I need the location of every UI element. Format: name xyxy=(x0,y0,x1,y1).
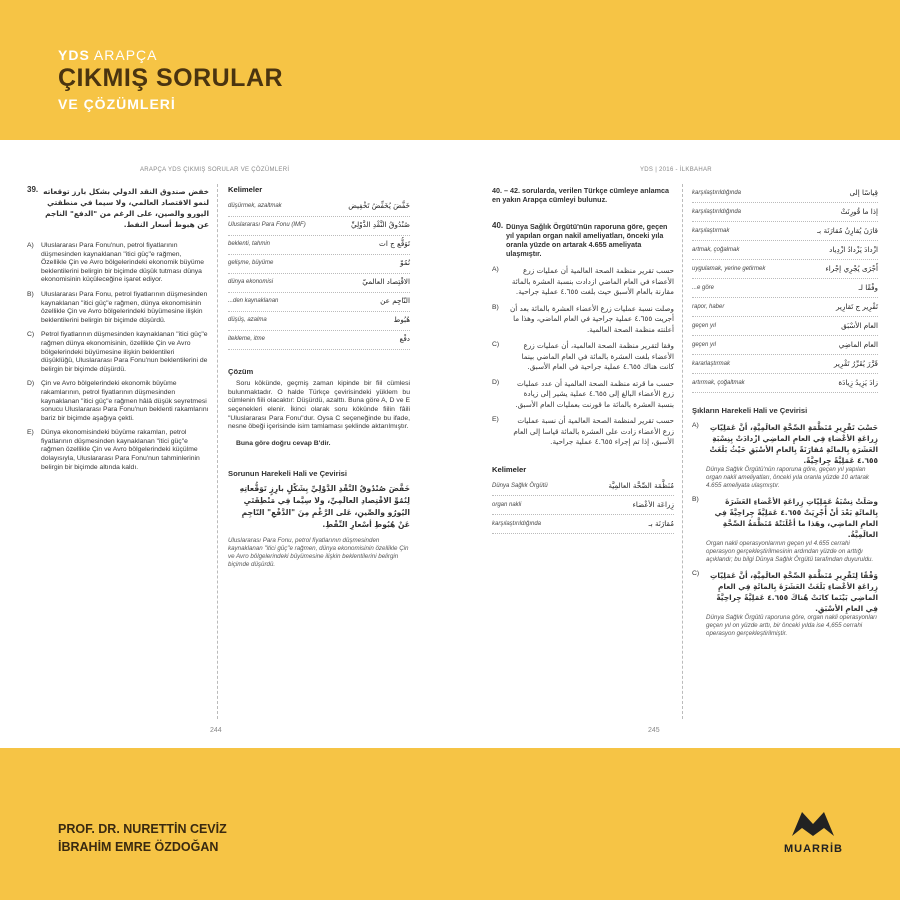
vocab-row xyxy=(492,496,674,515)
option-d xyxy=(492,379,674,411)
question-number: 40. xyxy=(492,221,504,230)
cozum-text: Soru kökünde, geçmiş zaman kipinde bir fiil cümlesi bulunmaktadır. O halde Türkçe çevirisindeki yüklem bu cümlenin fiili olacaktır: Düşürdü, azalttı. Buna göre A, D ve E seçenekleri elenir. İkinci olarak soru kökünde fiilin fâili "Uluslararası Para Fonu"dur. Oysa C seçeneğinde bu ifade, nesne öbeği içerisinde isim tamlaması şeklinde aktarılmıştır. xyxy=(228,380,410,431)
vocab-ar: قارَنَ يُقارِنُ مُقارَنَة بـ xyxy=(817,225,878,235)
vocab-row xyxy=(228,274,410,293)
vocab-tr: Uluslararası Para Fonu (IMF) xyxy=(228,222,306,229)
option-letter: A) xyxy=(27,242,34,249)
option-text: وفقا لتقرير منظمة الصحة العالمية، أن عمليات زرع الأعضاء بلغت العشرة بالمائة في العام الماضي بينما كانت هناك ٤.٦٥٥ عملية جراحية في العام الأسبق. xyxy=(521,341,674,371)
vocab-row xyxy=(692,279,878,298)
instruction-text: 40. – 42. sorularda, verilen Türkçe cümleye anlamca en yakın Arapça cümleyi bulunuz. xyxy=(492,186,669,204)
option-letter: B) xyxy=(692,495,699,503)
vocab-row xyxy=(692,184,878,203)
harekeli-translation: Organ nakli operasyonlarının geçen yıl 4.655 cerrahi operasyon gerçekleştirilmesinin ardından yüzde on arttığı açıklandı; bu bilgi Dünya Sağlık Örgütü tarafından duyuruldu. xyxy=(706,539,874,563)
vocab-row xyxy=(228,236,410,255)
vocab-tr: artırmak, çoğaltmak xyxy=(692,379,745,386)
harekeli-title: Şıkların Harekeli Hali ve Çevirisi xyxy=(692,406,808,415)
harekeli-c xyxy=(692,570,878,638)
vocab-row xyxy=(692,241,878,260)
cover-top-band xyxy=(0,0,900,138)
harekeli-arabic: وَفْقًا لِتَقْرِيرِ مُنَظَّمَةِ الصِّحَّةِ العالَمِيَّةِ، أنَّ عَمَلِيّاتِ زِراعَةِ الأعْضاءِ بَلَغَتْ العَشَرَةَ بِالمائَةِ فِي العامِ الماضِي بَيْنَما كانَتْ هُناكَ ٤.٦٥٥ عَمَلِيَّةً جِراحِيَّةً فِي العامِ الأسْبَقِ. xyxy=(709,570,878,613)
vocab-tr: rapor, haber xyxy=(692,303,725,310)
option-text: Uluslararası Para Fonu, petrol fiyatlarının düşmesinden kaynaklanan "itici güç"e rağmen, dünya ekonomisinin özellikle Çin ve Avro bölgelerindeki büyümesine ilişkin beklentilerini belirgin bir biçimde düşürdü. xyxy=(41,290,208,324)
vocab-tr: geçen yıl xyxy=(692,322,717,329)
harekeli-translation: Dünya Sağlık Örgütü raporuna göre, organ nakli operasyonları geçen yıl on yüzde arttı, bir önceki yılda ise 4,655 cerrahi operasyon gerçekleştirilmiştir. xyxy=(706,613,877,637)
kelimeler-list xyxy=(228,198,410,350)
option-text: وصلت نسبة عمليات زرع الأعضاء العشرة بالمائة بعد أن أجريت ٤.٦٥٥ عملية جراحية في العام الماضي، وهذا ما أعلنته منظمة الصحة العالمية. xyxy=(510,303,674,334)
option-b xyxy=(492,304,674,336)
book-pages xyxy=(0,140,900,748)
vocab-tr: düşürmek, azaltmak xyxy=(228,203,282,210)
vocab-row xyxy=(228,312,410,331)
vocab-row xyxy=(228,331,410,350)
option-text: حسب ما قرته منظمة الصحة العالمية أن عدد عمليات زرع الأعضاء البالغ إلى ٤.٦٥٥ عملية يشير إلى زيادة بنسبة العشرة بالمائة ما قورنت بعمليات العام الأسبق. xyxy=(515,378,674,409)
harekeli-b xyxy=(692,496,878,564)
vocab-ar: خَفَّضَ يُخَفِّضُ تَخْفِيض xyxy=(348,201,410,211)
vocab-row xyxy=(692,260,878,279)
book-subtitle: VE ÇÖZÜMLERİ xyxy=(58,96,176,112)
option-text: حسب تقرير لمنظمة الصحة العالمية أن نسبة عمليات زرع الأعضاء زادت على العشرة بالمائة قياسا إلى العام الأسبق، إذا تم إجراء ٤.٦٥٥ عملية جراحية. xyxy=(513,416,674,446)
vocab-ar: العام الأسْبَق xyxy=(841,320,878,330)
vocab-ar: صُنْدُوقُ النَّقْدِ الدَّوْلِيِّ xyxy=(350,220,410,230)
option-letter: D) xyxy=(27,380,35,388)
option-text: Dünya ekonomisindeki büyüme rakamları, petrol fiyatlarının düşmesinden kaynaklanan "itici güç"e rağmen özellikle Çin ve Avro bölgelerindeki küçülme dolayısıyla, Uluslararası Para Fonu'nun tahminlerinin belirgin bir biçimde altında kaldı. xyxy=(41,429,200,471)
cozum-title: Çözüm xyxy=(228,366,254,376)
harekeli-arabic: خَفَّضَ صُنْدُوقُ النَّقْدِ الدَّوْلِيِّ بِشَكْلٍ بارِزٍ تَوَقُّعاتِهِ لِنُمُوِّ الاقْتِصادِ العالَمِيِّ، ولا سِيَّما فِي مَنْطِقَتَيِ اليُورُو والصِّينِ، عَلى الرَّغْمِ مِنَ "الدَّفْعِ" النّاجِمِ عَنْ هُبُوطِ أسْعارِ النِّفْطِ. xyxy=(239,483,410,529)
vocab-tr: Dünya Sağlık Örgütü xyxy=(492,482,548,489)
vocab-row xyxy=(228,293,410,312)
column-divider xyxy=(217,184,218,719)
vocab-row xyxy=(692,317,878,336)
vocab-tr: beklenti, tahmin xyxy=(228,241,271,248)
option-text: Çin ve Avro bölgelerindeki ekonomik büyüme rakamlarının, petrol fiyatlarının düşmesinden kaynaklanan "itici güç"e rağmen hâlâ düşük seyretmesi sonucu Uluslararası Para Fonu'nun beklenti rakamlarını bariz bir biçimde aşağıya çekti. xyxy=(41,380,209,422)
vocab-tr: karşılaştırmak xyxy=(692,227,730,234)
question-text: Dünya Sağlık Örgütü'nün raporuna göre, geçen yıl yapılan organ nakil ameliyatları, önceki yıla oranla yüzde on artarak 4.655 ameliyata ulaşmıştır. xyxy=(506,222,668,258)
option-a xyxy=(27,242,209,285)
vocab-row xyxy=(692,222,878,241)
vocab-ar: إذا ما قُورِنَتْ xyxy=(840,206,878,216)
vocab-tr: karşılaştırıldığında xyxy=(692,208,742,215)
vocab-ar: النّاجِم عن xyxy=(380,296,410,306)
vocab-ar: هُبُوط xyxy=(393,315,410,325)
vocab-tr: itekleme, itme xyxy=(228,336,266,343)
harekeli-translation: Dünya Sağlık Örgütü'nün raporuna göre, geçen yıl yapılan organ nakil ameliyatları, önceki yıla oranla yüzde 10 artarak 4.655 ameliyata ulaşmıştır. xyxy=(706,465,870,489)
vocab-tr: dünya ekonomisi xyxy=(228,279,274,286)
vocab-tr: organ nakli xyxy=(492,501,522,508)
author-2: İBRAHİM EMRE ÖZDOĞAN xyxy=(58,840,219,854)
vocab-tr: ...den kaynaklanan xyxy=(228,298,279,305)
vocab-ar: قِياسًا إلى xyxy=(849,187,878,197)
vocab-tr: geçen yıl xyxy=(692,341,717,348)
kelimeler-title: Kelimeler xyxy=(492,464,527,474)
vocab-ar: تَوَقُّع ج ات xyxy=(379,239,410,249)
vocab-ar: مُنَظَّمَة الصِّحَّة العالمِيَّة xyxy=(608,480,674,490)
vocab-ar: مُقارَنَة بـ xyxy=(648,518,674,528)
vocab-tr: ...e göre xyxy=(692,284,715,291)
option-e xyxy=(27,429,209,472)
vocab-ar: زادَ يَزِيدُ زِيادَة xyxy=(838,377,878,387)
vocab-row xyxy=(692,298,878,317)
vocab-row xyxy=(492,477,674,496)
vocab-ar: زِراعَة الأعْضاء xyxy=(632,499,674,509)
cozum-answer: Buna göre doğru cevap B'dir. xyxy=(236,439,331,447)
series-label: YDS ARAPÇA xyxy=(58,47,158,63)
option-text: Petrol fiyatlarının düşmesinden kaynaklanan "itici güç"e rağmen dünya ekonomisinin, özellikle Çin ve Avro bölgelerindeki büyümesine ilişkin beklentileri düşüklüğü, Uluslararası Para Fonu'nun beklentilerini de belirgin bir biçimde düşürdü. xyxy=(41,331,208,373)
vocab-list-2 xyxy=(692,184,878,393)
option-b xyxy=(27,291,209,325)
question-arabic: خفض صندوق النقد الدولي بشكل بارز توقعاته لنمو الاقتصاد العالمي، ولا سيما في منطقتي اليورو والصين، على الرغم من "الدفع" الناجم عن هبوط أسعار النفط. xyxy=(43,187,209,229)
harekeli-a xyxy=(692,422,878,490)
option-text: Uluslararası Para Fonu'nun, petrol fiyatlarının düşmesinden kaynaklanan "itici güç"e rağmen, Özellikle Çin ve Avro bölgelerindeki ekonomik büyüme beklentilerini belirgin bir biçimde düşük tutması dünya ekonomisinin küçüleceğine işaret ediyor. xyxy=(41,242,205,284)
book-title: ÇIKMIŞ SORULAR xyxy=(58,64,284,92)
vocab-ar: نُمُوّ xyxy=(400,258,410,268)
vocab-row xyxy=(228,255,410,274)
option-letter: C) xyxy=(492,341,500,348)
vocab-row xyxy=(692,374,878,393)
author-1: PROF. DR. NURETTİN CEVİZ xyxy=(58,822,227,836)
vocab-ar: ازْدادَ يَزْدادُ ازْدِياد xyxy=(829,244,878,254)
right-solution-column xyxy=(692,184,878,638)
question-40 xyxy=(492,186,674,534)
vocab-row xyxy=(492,515,674,534)
option-c xyxy=(27,331,209,374)
option-letter: C) xyxy=(27,331,35,339)
option-c xyxy=(492,341,674,373)
question-39 xyxy=(27,186,209,472)
vocab-tr: karşılaştırıldığında xyxy=(692,189,742,196)
option-letter: C) xyxy=(692,569,700,577)
left-page-number: 244 xyxy=(210,727,222,734)
option-e xyxy=(492,416,674,448)
kelimeler-title: Kelimeler xyxy=(228,185,263,194)
vocab-tr: gelişme, büyüme xyxy=(228,260,274,267)
vocab-row xyxy=(692,355,878,374)
option-a xyxy=(492,266,674,298)
vocab-ar: أَجْرَى يُجْرِي إجْراء xyxy=(825,263,878,273)
vocab-ar: قَرَّرَ يُقَرِّرُ تَقْرِير xyxy=(833,358,878,368)
vocab-row xyxy=(228,217,410,236)
left-solution-column xyxy=(228,186,410,569)
publisher-logo-icon xyxy=(790,808,836,838)
vocab-ar: وفْقًا لـ xyxy=(858,282,878,292)
vocab-tr: artmak, çoğalmak xyxy=(692,246,740,253)
vocab-ar: الاقْتِصاد العالميّ xyxy=(362,277,410,287)
option-letter: A) xyxy=(492,266,499,273)
option-letter: E) xyxy=(27,429,34,437)
vocab-row xyxy=(692,203,878,222)
option-d xyxy=(27,380,209,423)
vocab-tr: karşılaştırıldığında xyxy=(492,520,542,527)
right-page-number: 245 xyxy=(648,727,660,734)
vocab-ar: دفْع xyxy=(399,334,410,344)
option-letter: B) xyxy=(27,290,34,298)
harekeli-title: Sorunun Harekeli Hali ve Çevirisi xyxy=(228,469,348,479)
option-text: حسب تقرير منظمة الصحة العالمية أن عمليات زرع الأعضاء في العام الماضي ازدادت بنسبة العشرة بالمائة مقارنة بالعام الأسبق حيث بلغت ٤.٦٥٥ عملية جراحية. xyxy=(511,266,674,296)
harekeli-translation: Uluslararası Para Fonu, petrol fiyatlarının düşmesinden kaynaklanan "itici güç"e rağmen, dünya ekonomisinin özellikle Çin ve Avro bölgelerindeki büyümesine ilişkin beklentilerini belirgin biçimde düşürdü. xyxy=(228,536,409,568)
column-divider xyxy=(682,184,683,719)
option-letter: D) xyxy=(492,378,500,386)
option-letter: B) xyxy=(492,303,499,311)
vocab-ar: تَقْرِير ج تَقارِير xyxy=(835,301,878,311)
harekeli-arabic: وصَلَتْ نِسْبَةُ عَمَلِيّاتِ زِراعَةِ الأعْضاءِ العَشَرَةَ بِالمائَةِ بَعْدَ أنْ أُجْرِيَتْ ٤.٦٥٥ عَمَلِيَّةً جِراحِيَّةً فِي العامِ الماضِي، وهَذا ما أعْلَنَتْهُ مُنَظَّمَةُ الصِّحَّةِ العالَمِيَّةُ. xyxy=(714,496,878,539)
vocab-row xyxy=(228,198,410,217)
vocab-tr: düşüş, azalma xyxy=(228,317,267,324)
kelimeler-list xyxy=(492,477,674,534)
publisher-name: MUARRİB xyxy=(784,843,843,855)
left-page-header: ARAPÇA YDS ÇIKMIŞ SORULAR VE ÇÖZÜMLERİ xyxy=(140,167,290,173)
vocab-tr: kararlaştırmak xyxy=(692,360,731,367)
vocab-ar: العام الماضِي xyxy=(838,339,878,349)
option-letter: A) xyxy=(692,421,699,429)
right-page-header: YDS | 2016 - İLKBAHAR xyxy=(640,167,712,173)
vocab-row xyxy=(692,336,878,355)
harekeli-arabic: حَسْبَ تَقْرِيرِ مُنَظَّمَةِ الصِّحَّةِ العالَمِيَّةِ، أنَّ عَمَلِيّاتِ زِراعَةِ الأعْضاءِ فِي العامِ الماضِي ازْدادَتْ بِنِسْبَةِ العَشَرَةِ بِالمائَةِ مُقارَنَةً بِالعامِ الأسْبَقِ حَيْثُ بَلَغَتْ ٤.٦٥٥ عَمَلِيَّةً جِراحِيَّةً. xyxy=(709,422,878,465)
vocab-tr: uygulamak, yerine getirmek xyxy=(692,265,766,272)
option-letter: E) xyxy=(492,416,499,423)
question-number: 39. xyxy=(27,185,39,194)
